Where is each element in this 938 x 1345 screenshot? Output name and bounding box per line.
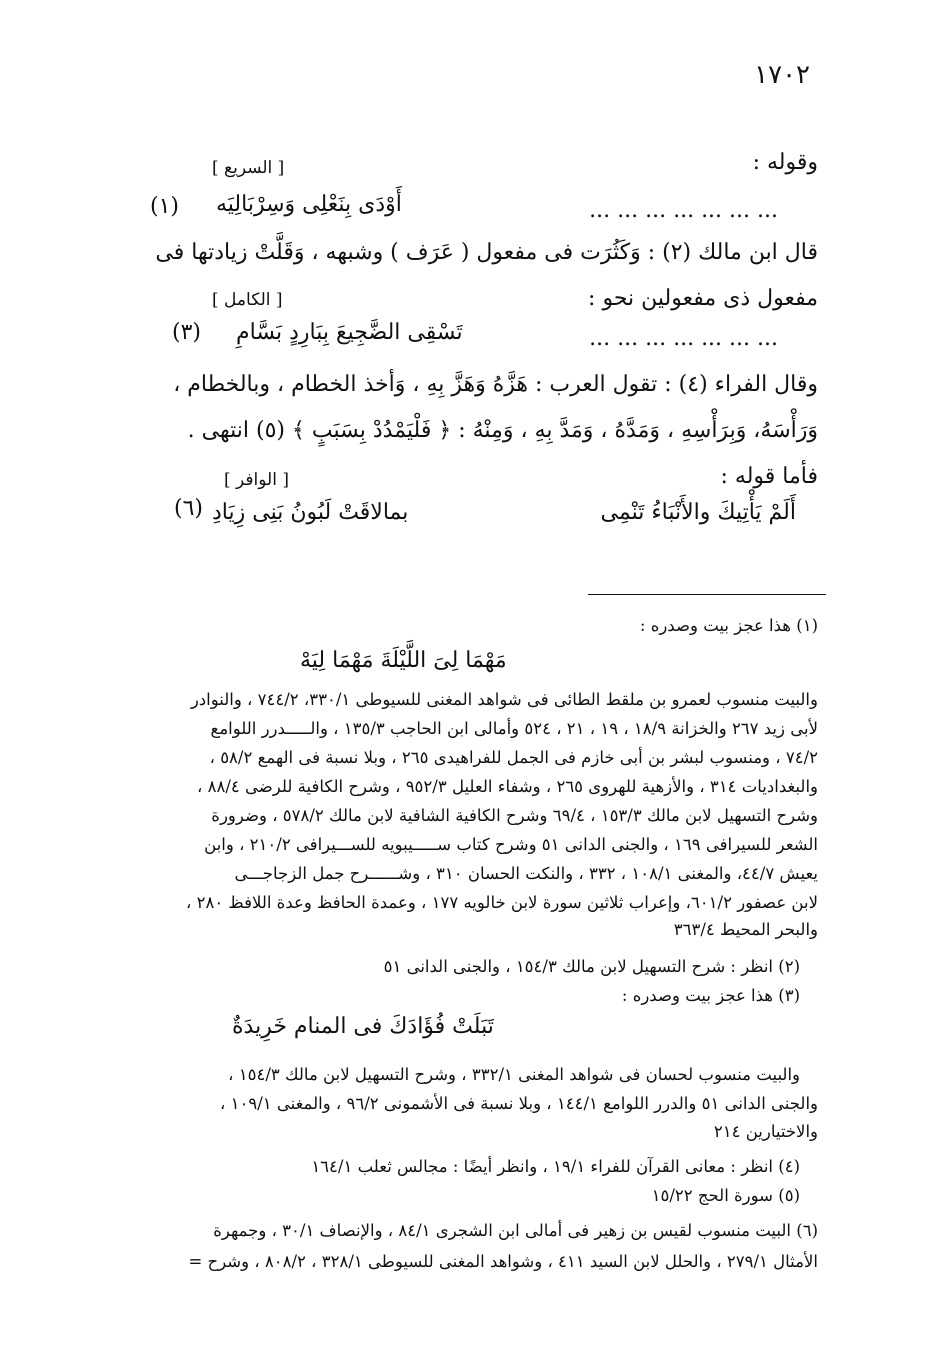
meter-label-3: [ الوافر ] (224, 470, 289, 490)
footnote-1-verse: مَهْمَا لِىَ اللَّيْلَةَ مَهْمَا لِيَهْ (300, 648, 507, 673)
meter-label-1: [ السريع ] (212, 158, 285, 178)
verse-3-first-hemistich: أَلَمْ يَأْتِيكَ والأَنْبَاءُ تَنْمِى (600, 500, 796, 525)
footnote-1-line-4: والبغداديات ٣١٤ ، والأزهية للهروى ٢٦٥ ، وشفاء العليل ٩٥٢/٣ ، وشرح الكافية للرضى ٨٨/٤ ، (197, 777, 818, 796)
footnote-1-line-8: لابن عصفور ٦٠١/٢، وإعراب ثلاثين سورة لابن خالويه ١٧٧ ، وعمدة الحافظ وعدة اللافظ ٢٨٠ ، (186, 893, 818, 912)
verse-1-text: أَوْدَى بِنَعْلِى وَسِرْبَالِيَه (216, 192, 402, 217)
meter-label-2: [ الكامل ] (212, 290, 283, 310)
footnote-1-line-2: لأبى زيد ٢٦٧ والخزانة ١٨/٩ ، ١٩ ، ٢١ ، ٥٢٤ وأمالى ابن الحاجب ١٣٥/٣ ، والـــــدرر اللوامع (210, 719, 818, 738)
main-line-1: وقوله : (752, 150, 818, 175)
footnote-6-line-2: الأمثال ٢٧٩/١ ، والحلل لابن السيد ٤١١ ، وشواهد المغنى للسيوطى ٣٢٨/١ ، ٨٠٨/٢ ، وشرح = (188, 1252, 818, 1271)
footnote-3-line-1: والبيت منسوب لحسان فى شواهد المغنى ٣٣٢/١ ، وشرح التسهيل لابن مالك ١٥٤/٣ ، (228, 1065, 800, 1084)
main-line-6: فأما قوله : (720, 464, 818, 489)
verse-2-dots: ... ... ... ... ... ... ... (589, 326, 778, 351)
verse-2-ref: (٣) (172, 320, 202, 345)
footnote-4: (٤) انظر : معانى القرآن للفراء ١٩/١ ، وانظر أيضًا : مجالس ثعلب ١٦٤/١ (311, 1157, 800, 1176)
verse-2-text: تَسْقِى الضَّجِيعَ بِبَارِدٍ بَسَّامِ (236, 320, 463, 345)
footnote-1-line-3: ٧٤/٢ ، ومنسوب لبشر بن أبى خازم فى الجمل للفراهيدى ٢٦٥ ، وبلا نسبة فى الهمع ٥٨/٢ ، (209, 748, 818, 767)
footnote-separator (588, 594, 826, 595)
verse-1-ref: (١) (150, 194, 180, 219)
page-number: ١٧٠٢ (754, 60, 810, 90)
footnote-5: (٥) سورة الحج ١٥/٢٢ (651, 1186, 800, 1205)
footnote-3-verse: تَبَلَتْ فُؤَادَكَ فى المنام خَرِيدَةٌ (232, 1014, 494, 1039)
footnote-1-line-5: وشرح التسهيل لابن مالك ١٥٣/٣ ، ٦٩/٤ وشرح الكافية الشافية لابن مالك ٥٧٨/٢ ، وضرورة (211, 806, 818, 825)
main-line-4: وقال الفراء (٤) : تقول العرب : هَزَّهُ وَهَزَّ بِهِ ، وَأخذ الخطام ، وبالخطام ، (173, 372, 818, 397)
verse-1-dots: ... ... ... ... ... ... ... (589, 198, 778, 223)
main-line-3: مفعول ذى مفعولين نحو : (588, 286, 818, 311)
footnote-1-line-1: والبيت منسوب لعمرو بن ملقط الطائى فى شواهد المغنى للسيوطى ٣٣٠/١، ٧٤٤/٢ ، والنوادر (190, 690, 818, 709)
footnote-3-head: (٣) هذا عجز بيت وصدره : (621, 986, 800, 1005)
footnote-3-line-3: والاختيارين ٢١٤ (713, 1122, 818, 1141)
footnote-1-head: (١) هذا عجز بيت وصدره : (639, 616, 818, 635)
footnote-1-line-7: يعيش ٤٤/٧، والمغنى ١٠٨/١ ، ٣٣٢ ، والنكت الحسان ٣١٠ ، وشــــــرح جمل الزجاجـــى (234, 864, 818, 883)
footnote-3-line-2: والجنى الدانى ٥١ والدرر اللوامع ١٤٤/١ ، وبلا نسبة فى الأشمونى ٩٦/٢ ، والمغنى ١٠٩/١ ، (220, 1094, 818, 1113)
footnote-1-line-6: الشعر للسيرافى ١٦٩ ، والجنى الدانى ٥١ وشرح كتاب ســـــيبويه للســـيرافى ٢١٠/٢ ، وابن (204, 835, 818, 854)
main-line-5: وَرَأْسَهُ، وَبِرَأْسِهِ ، وَمَدَّهُ ، وَمَدَّ بِهِ ، وَمِنْهُ : ﴿ فَلْيَمْدُدْ بِسَبَبٍ ﴾ (٥) انتهى . (187, 418, 818, 443)
verse-3-ref: (٦) (174, 496, 204, 521)
main-line-2: قال ابن مالك (٢) : وَكَثُرَت فى مفعول ( عَرَف ) وشبهه ، وَقَلَّتْ زيادتها فى (155, 240, 818, 265)
footnote-1-line-9: والبحر المحيط ٣٦٣/٤ (673, 920, 818, 939)
verse-3-second-hemistich: بمالاقَتْ لَبُونُ بَنِى زِيَادِ (212, 500, 409, 525)
footnote-6-line-1: (٦) البيت منسوب لقيس بن زهير فى أمالى ابن الشجرى ٨٤/١ ، والإنصاف ٣٠/١ ، وجمهرة (213, 1221, 818, 1240)
footnote-2: (٢) انظر : شرح التسهيل لابن مالك ١٥٤/٣ ، والجنى الدانى ٥١ (383, 957, 800, 976)
